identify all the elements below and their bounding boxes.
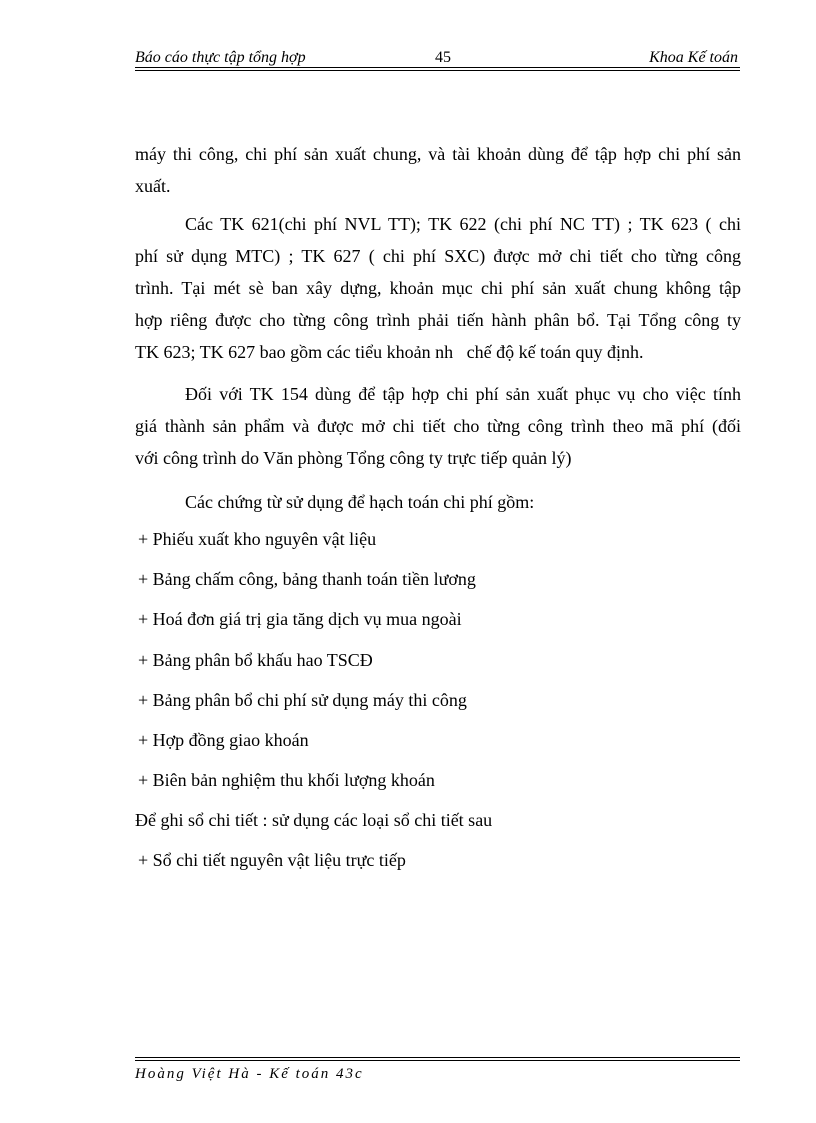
footer-rule-bottom [135,1060,740,1061]
page-header [135,47,740,69]
list-item: + Phiếu xuất kho nguyên vật liệu [138,529,377,549]
list-item: + Bảng chấm công, bảng thanh toán tiền lương [138,569,476,589]
paragraph-2 [135,208,741,368]
header-rule-top [135,67,740,68]
list-item: + Bảng phân bổ khấu hao TSCĐ [138,650,373,670]
paragraph-4 [135,486,741,518]
paragraph-5: Để ghi sổ chi tiết : sử dụng các loại sổ chi tiết sau [135,810,493,830]
paragraph-3 [135,378,741,474]
list-item: + Biên bản nghiệm thu khối lượng khoán [138,770,435,790]
paragraph-line: phí sử dụng MTC) ; TK 627 ( chi phí SXC) được mở chi tiết cho từng công [135,246,741,266]
header-rule-bottom [135,70,740,71]
header-page-number: 45 [435,49,451,66]
list-item: + Hợp đồng giao khoán [138,730,309,750]
paragraph-line: TK 623; TK 627 bao gồm các tiểu khoản nh chế độ kế toán quy định. [135,342,644,362]
paragraph-line: Các TK 621(chi phí NVL TT); TK 622 (chi phí NC TT) ; TK 623 ( chi [185,214,741,234]
list-item: + Sổ chi tiết nguyên vật liệu trực tiếp [138,850,406,870]
header-report-title: Báo cáo thực tập tổng hợp [135,49,306,66]
footer-author: Hoàng Việt Hà - Kế toán 43c [135,1066,364,1082]
header-department: Khoa Kế toán [649,49,738,66]
list-item: + Hoá đơn giá trị gia tăng dịch vụ mua ngoài [138,609,462,629]
paragraph-line: giá thành sản phẩm và được mở chi tiết cho từng công trình theo mã phí (đối [135,416,741,436]
list-item: + Bảng phân bổ chi phí sử dụng máy thi công [138,690,467,710]
paragraph-1 [135,138,741,202]
paragraph-line: hợp riêng được cho từng công trình phải tiến hành phân bổ. Tại Tổng công ty [135,310,741,330]
paragraph-line: trình. Tại mét sè ban xây dựng, khoản mục chi phí sản xuất chung không tập [135,278,741,298]
paragraph-line: máy thi công, chi phí sản xuất chung, và tài khoản dùng để tập hợp chi phí sản [135,144,741,164]
footer-rule-top [135,1057,740,1058]
paragraph-line: xuất. [135,176,171,196]
paragraph-line: với công trình do Văn phòng Tổng công ty trực tiếp quản lý) [135,448,572,468]
paragraph-line: Đối với TK 154 dùng để tập hợp chi phí sản xuất phục vụ cho việc tính [185,384,741,404]
paragraph-line: Các chứng từ sử dụng để hạch toán chi phí gồm: [185,492,535,512]
